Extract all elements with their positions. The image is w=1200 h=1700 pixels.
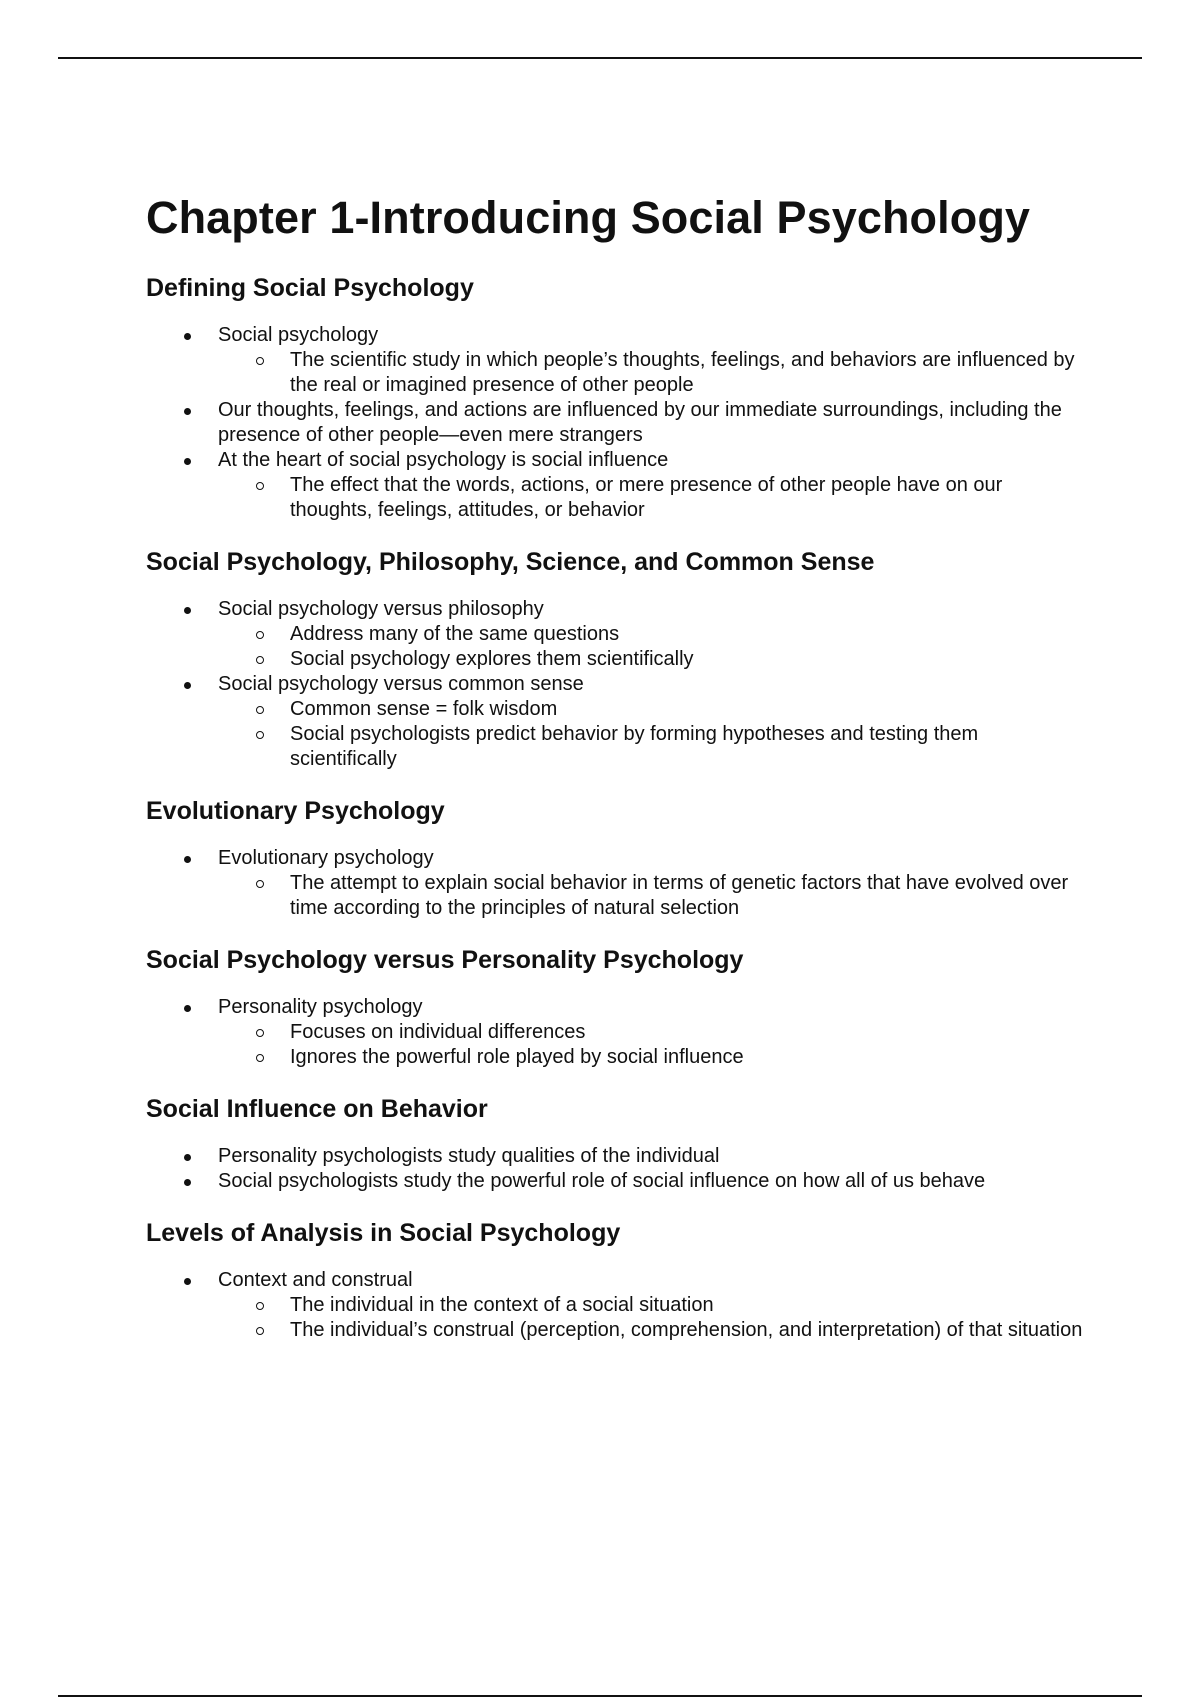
list-item-text: Our thoughts, feelings, and actions are influenced by our immediate surroundings, including the presence of other people—even mere strangers: [218, 399, 1062, 446]
list-item-text: At the heart of social psychology is social influence: [218, 449, 669, 471]
hollow-bullet-icon: [256, 656, 264, 664]
list-item-text: Social psychology versus common sense: [218, 673, 584, 695]
sub-list-item: [218, 622, 1086, 647]
sub-list-item: [218, 722, 1086, 772]
bullet-list: [146, 995, 1086, 1070]
section-heading: Defining Social Psychology: [146, 274, 474, 302]
sub-list-item-text: The individual’s construal (perception, comprehension, and interpretation) of that situation: [290, 1319, 1083, 1341]
section-heading: Social Psychology, Philosophy, Science, and Common Sense: [146, 548, 875, 576]
sub-list: [218, 871, 1086, 921]
bullet-list: [146, 597, 1086, 772]
bullet-list: [146, 1268, 1086, 1343]
bullet-icon: [184, 1278, 191, 1285]
sub-list-item-text: The effect that the words, actions, or mere presence of other people have on our thoughts, feelings, attitudes, or behavior: [290, 474, 1003, 521]
list-item: [146, 672, 1086, 772]
sub-list-item: [218, 697, 1086, 722]
sub-list: [218, 1020, 1086, 1070]
bullet-icon: [184, 333, 191, 340]
hollow-bullet-icon: [256, 1327, 264, 1335]
list-item: [146, 597, 1086, 672]
sub-list-item: [218, 647, 1086, 672]
bullet-icon: [184, 1154, 191, 1161]
bullet-list: [146, 1144, 1086, 1194]
sub-list-item-text: The scientific study in which people’s thoughts, feelings, and behaviors are influenced by the real or imagined presence of other people: [290, 349, 1075, 396]
sub-list: [218, 1293, 1086, 1343]
sub-list-item-text: Focuses on individual differences: [290, 1021, 586, 1043]
sub-list-item: [218, 1045, 1086, 1070]
hollow-bullet-icon: [256, 631, 264, 639]
bullet-icon: [184, 856, 191, 863]
hollow-bullet-icon: [256, 1029, 264, 1037]
sections-container: [146, 272, 1086, 1343]
sub-list-item: [218, 1293, 1086, 1318]
list-item-text: Social psychology versus philosophy: [218, 598, 544, 620]
sub-list: [218, 348, 1086, 398]
hollow-bullet-icon: [256, 1054, 264, 1062]
section: [146, 546, 1086, 772]
sub-list-item-text: The attempt to explain social behavior in terms of genetic factors that have evolved over time according to the principles of natural selection: [290, 872, 1069, 919]
list-item: [146, 995, 1086, 1070]
sub-list-item-text: Address many of the same questions: [290, 623, 620, 645]
hollow-bullet-icon: [256, 706, 264, 714]
bullet-list: [146, 323, 1086, 523]
list-item-text: Context and construal: [218, 1269, 413, 1291]
list-item: [146, 1169, 1086, 1194]
list-item: [146, 1144, 1086, 1169]
top-divider: [58, 57, 1142, 59]
list-item: [146, 846, 1086, 921]
list-item-text: Evolutionary psychology: [218, 847, 434, 869]
bullet-icon: [184, 458, 191, 465]
document-body: [146, 190, 1086, 1366]
sub-list: [218, 622, 1086, 672]
hollow-bullet-icon: [256, 482, 264, 490]
sub-list-item-text: Ignores the powerful role played by social influence: [290, 1046, 744, 1068]
bullet-icon: [184, 1179, 191, 1186]
section-heading: Evolutionary Psychology: [146, 797, 445, 825]
bottom-divider: [58, 1695, 1142, 1697]
page-title: Chapter 1-Introducing Social Psychology: [146, 192, 1031, 243]
bullet-icon: [184, 682, 191, 689]
sub-list-item: [218, 871, 1086, 921]
hollow-bullet-icon: [256, 880, 264, 888]
sub-list-item: [218, 473, 1086, 523]
section: [146, 272, 1086, 523]
section: [146, 1217, 1086, 1343]
bullet-list: [146, 846, 1086, 921]
section: [146, 795, 1086, 921]
list-item-text: Social psychology: [218, 324, 379, 346]
section-heading: Social Psychology versus Personality Psychology: [146, 946, 744, 974]
section-heading: Levels of Analysis in Social Psychology: [146, 1219, 621, 1247]
section: [146, 1093, 1086, 1194]
list-item-text: Personality psychology: [218, 996, 423, 1018]
bullet-icon: [184, 1005, 191, 1012]
hollow-bullet-icon: [256, 1302, 264, 1310]
hollow-bullet-icon: [256, 357, 264, 365]
list-item: [146, 448, 1086, 523]
list-item-text: Personality psychologists study qualities of the individual: [218, 1145, 720, 1167]
sub-list-item-text: The individual in the context of a social situation: [290, 1294, 714, 1316]
bullet-icon: [184, 408, 191, 415]
sub-list-item-text: Social psychologists predict behavior by forming hypotheses and testing them scientifically: [290, 723, 979, 770]
list-item: [146, 398, 1086, 448]
sub-list-item: [218, 1020, 1086, 1045]
list-item: [146, 323, 1086, 398]
sub-list: [218, 473, 1086, 523]
sub-list-item-text: Common sense = folk wisdom: [290, 698, 558, 720]
section: [146, 944, 1086, 1070]
sub-list-item: [218, 1318, 1086, 1343]
sub-list-item-text: Social psychology explores them scientifically: [290, 648, 694, 670]
list-item-text: Social psychologists study the powerful role of social influence on how all of us behave: [218, 1170, 986, 1192]
sub-list-item: [218, 348, 1086, 398]
section-heading: Social Influence on Behavior: [146, 1095, 488, 1123]
bullet-icon: [184, 607, 191, 614]
list-item: [146, 1268, 1086, 1343]
hollow-bullet-icon: [256, 731, 264, 739]
sub-list: [218, 697, 1086, 772]
